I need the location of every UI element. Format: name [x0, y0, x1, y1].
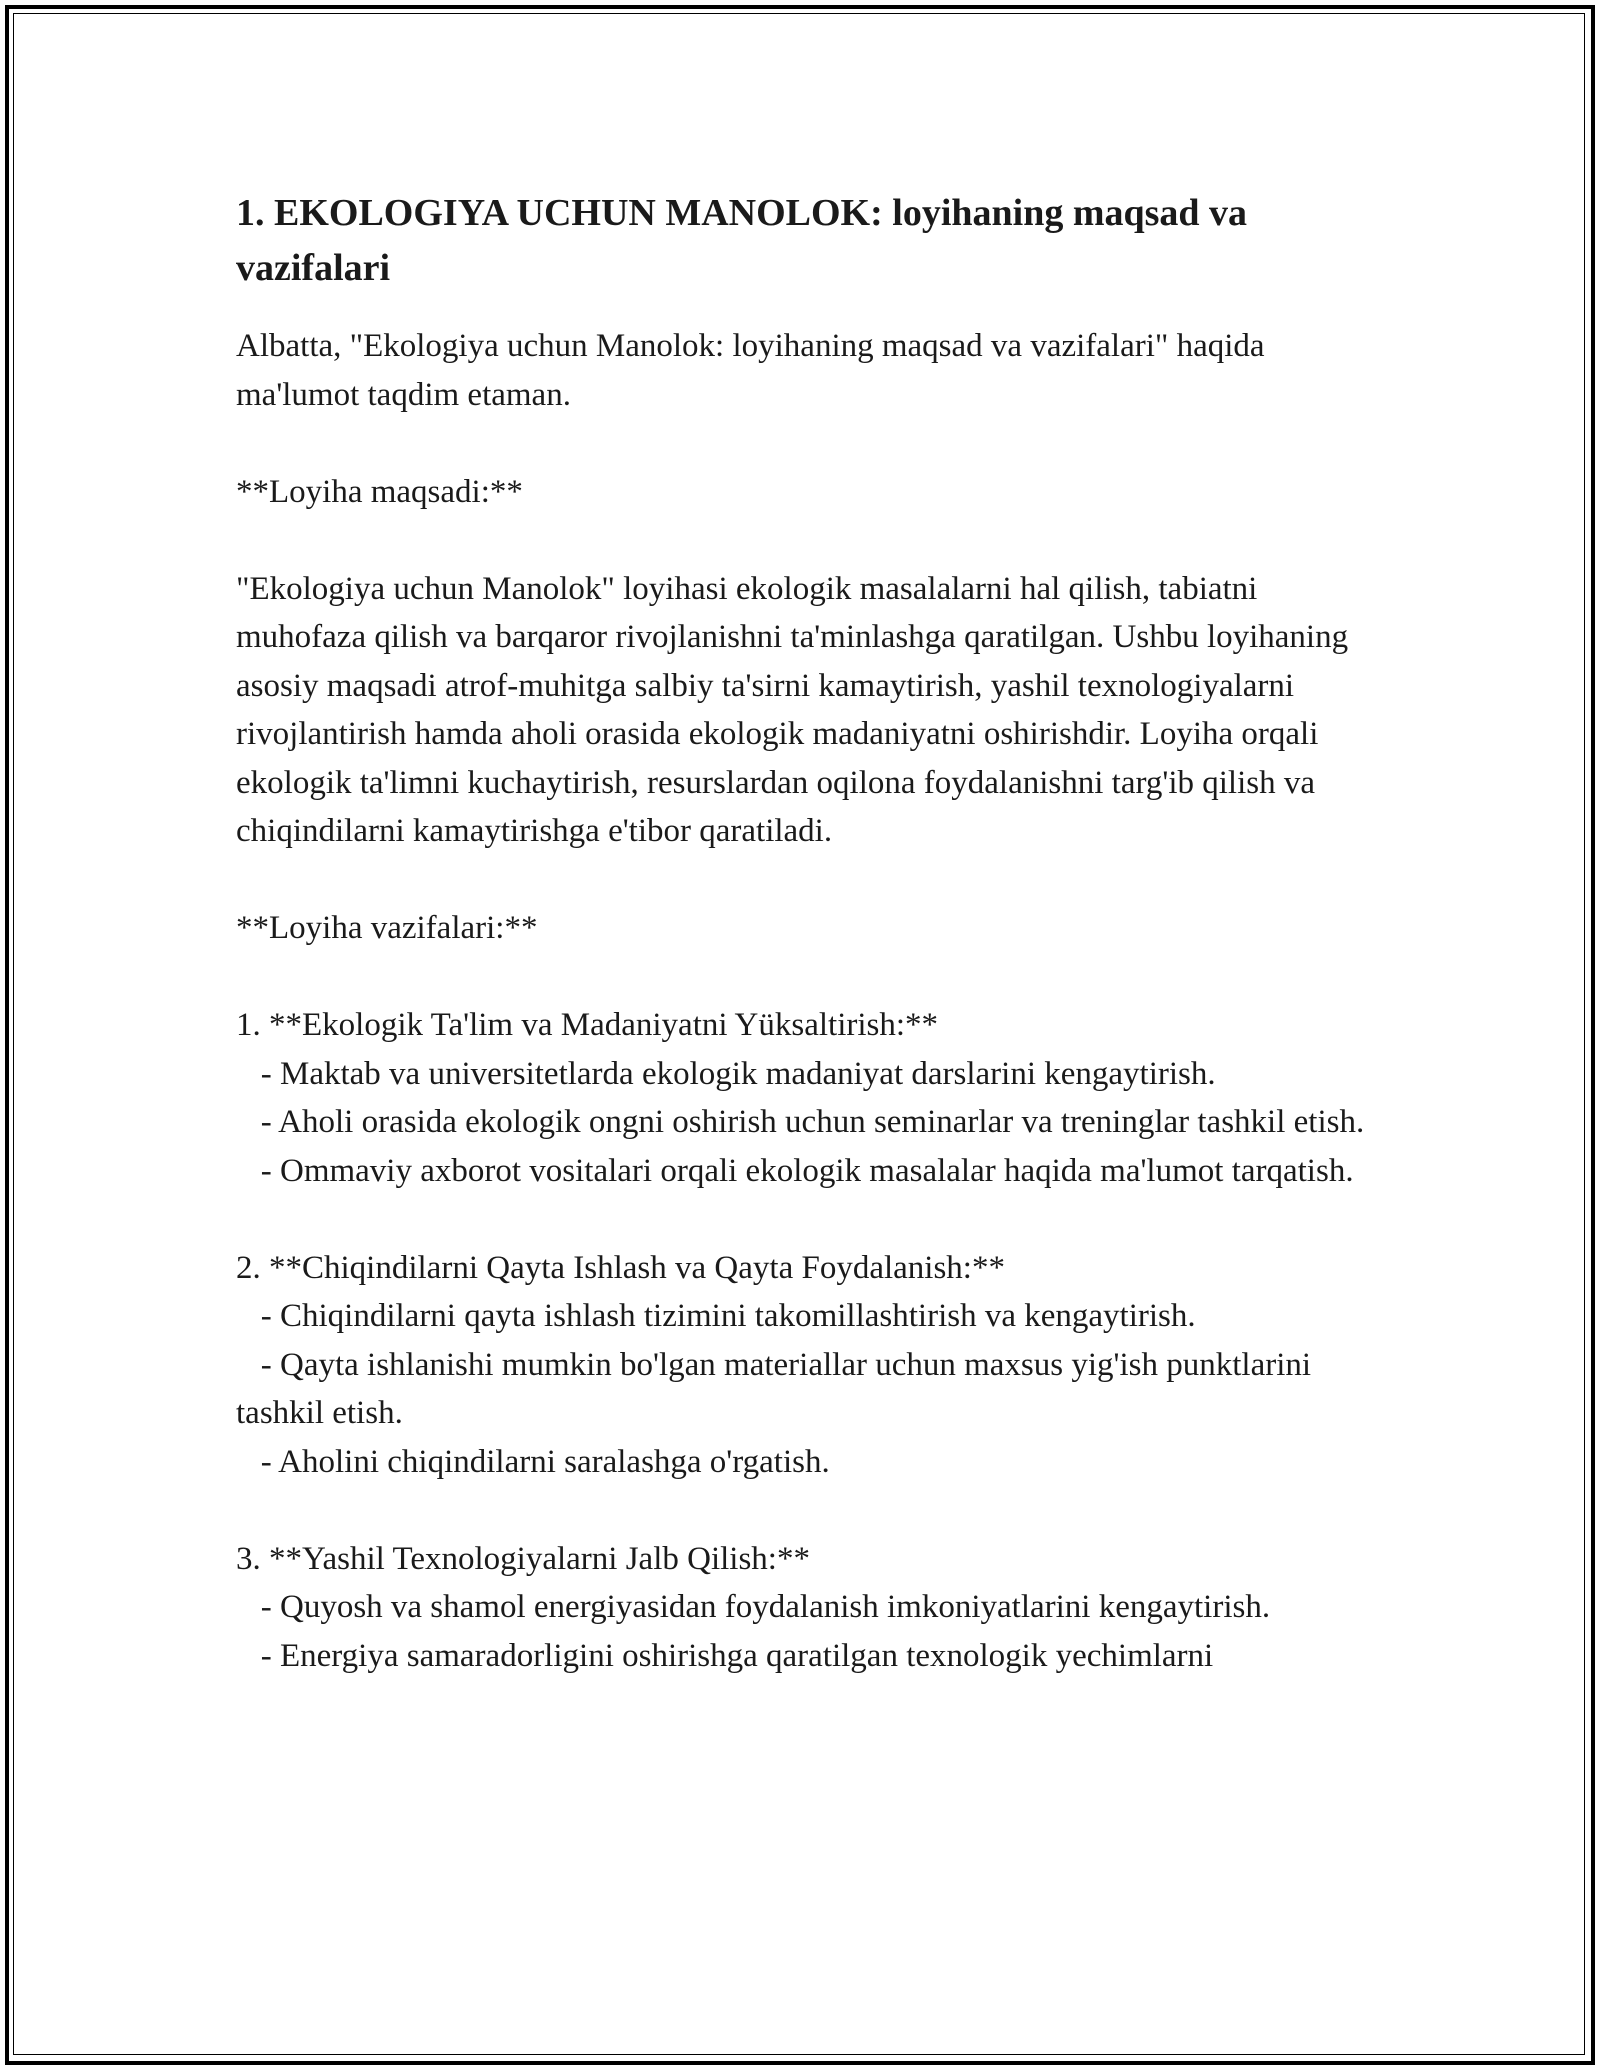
- task-bullet: - Quyosh va shamol energiyasidan foydalanish imkoniyatlarini kengaytirish.: [236, 1589, 1271, 1625]
- task-section-2: [236, 1244, 1386, 1487]
- tasks-heading: **Loyiha vazifalari:**: [236, 910, 538, 946]
- task-bullet: - Aholini chiqindilarni saralashga o'rgatish.: [236, 1443, 830, 1480]
- goal-heading: **Loyiha maqsadi:**: [236, 473, 523, 510]
- spacer: [236, 1195, 1386, 1244]
- document-title: 1. EKOLOGIYA UCHUN MANOLOK: loyihaning maqsad va vazifalari: [236, 192, 1248, 289]
- task-section-3: [236, 1535, 1386, 1681]
- spacer: [236, 1486, 1386, 1535]
- spacer: [236, 953, 1386, 1002]
- document-body: [236, 186, 1386, 1680]
- task-bullet: - Chiqindilarni qayta ishlash tizimini takomillashtirish va kengaytirish.: [236, 1298, 1196, 1334]
- task-heading: 1. **Ekologik Ta'lim va Madaniyatni Yüksaltirish:**: [236, 1007, 939, 1043]
- spacer: [236, 516, 1386, 565]
- intro-paragraph: Albatta, "Ekologiya uchun Manolok: loyihaning maqsad va vazifalari" haqida ma'lumot taqdim etaman.: [236, 328, 1273, 413]
- task-bullet: - Ommaviy axborot vositalari orqali ekologik masalalar haqida ma'lumot tarqatish.: [236, 1152, 1354, 1189]
- task-bullet: - Qayta ishlanishi mumkin bo'lgan materiallar uchun maxsus yig'ish punktlarini tashkil etish.: [236, 1346, 1320, 1431]
- task-bullet: - Aholi orasida ekologik ongni oshirish uchun seminarlar va treninglar tashkil etish.: [236, 1104, 1365, 1140]
- task-bullet: - Energiya samaradorligini oshirishga qaratilgan texnologik yechimlarni: [236, 1637, 1214, 1674]
- goal-paragraph: "Ekologiya uchun Manolok" loyihasi ekologik masalalarni hal qilish, tabiatni muhofaza qilish va barqaror rivojlanishni ta'minlashga qaratilgan. Ushbu loyihaning asosiy maqsadi atrof-muhitga salbiy ta'sirni kamaytirish, yashil texnologiyalarni rivojlantirish hamda aholi orasida ekologik madaniyatni oshirishdir. Loyiha orqali ekologik ta'limni kuchaytirish, resurslardan oqilona foydalanishni targ'ib qilish va chiqindilarni kamaytirishga e'tibor qaratiladi.: [236, 570, 1357, 849]
- spacer: [236, 419, 1386, 468]
- task-bullet: - Maktab va universitetlarda ekologik madaniyat darslarini kengaytirish.: [236, 1055, 1216, 1092]
- task-section-1: [236, 1001, 1386, 1195]
- spacer: [236, 856, 1386, 905]
- task-heading: 3. **Yashil Texnologiyalarni Jalb Qilish:**: [236, 1540, 810, 1577]
- task-heading: 2. **Chiqindilarni Qayta Ishlash va Qayta Foydalanish:**: [236, 1249, 1005, 1286]
